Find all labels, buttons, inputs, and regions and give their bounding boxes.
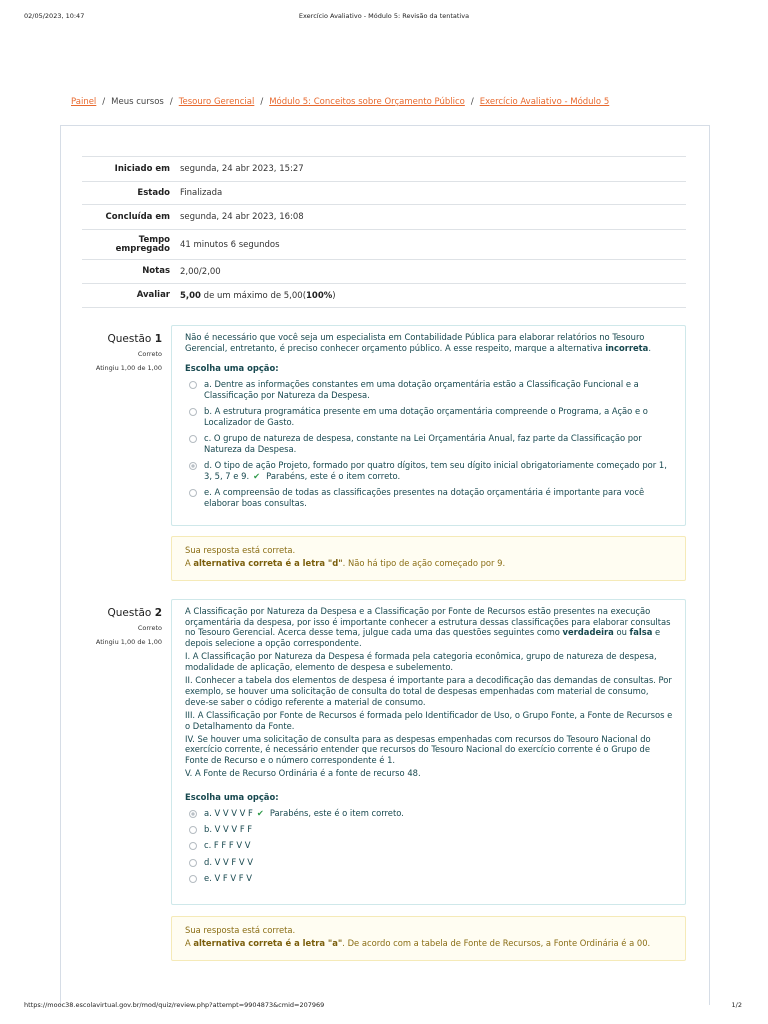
breadcrumb-meus-cursos: Meus cursos bbox=[111, 97, 164, 107]
print-url: https://mooc38.escolavirtual.gov.br/mod/quiz/review.php?attempt=9904873&cmid=207969 bbox=[24, 1001, 325, 1009]
print-page-number: 1/2 bbox=[731, 1001, 742, 1009]
summary-value: Finalizada bbox=[180, 188, 223, 198]
statement: III. A Classificação por Fonte de Recursos é formada pelo Identificador de Uso, o Grupo Fonte, a Fonte de Recursos e o Detalhamento da Fonte. bbox=[185, 709, 673, 731]
statement: V. A Fonte de Recurso Ordinária é a fonte de recurso 48. bbox=[185, 768, 421, 779]
question-2-feedback bbox=[171, 916, 686, 961]
print-datetime: 02/05/2023, 10:47 bbox=[24, 12, 85, 20]
print-title: Exercício Avaliativo - Módulo 5: Revisão da tentativa bbox=[298, 12, 470, 20]
feedback-status: Sua resposta está correta. bbox=[185, 925, 296, 935]
feedback-explanation: A alternativa correta é a letra "a". De acordo com a tabela de Fonte de Recursos, a Fonte Ordinária é a 00. bbox=[185, 937, 651, 948]
answer-option-d[interactable]: d. O tipo de ação Projeto, formado por quatro dígitos, tem seu dígito inicial obrigatoriamente começado por 1, 3, 5, 7 e 9. ✔ Parabéns, este é o item correto. bbox=[185, 460, 673, 481]
statement: I. A Classificação por Natureza da Despesa é formada pela categoria econômica, grupo de natureza de despesa, modalidade de aplicação, elemento de despesa e subelemento. bbox=[185, 651, 657, 673]
print-header bbox=[0, 12, 768, 24]
summary-row-started bbox=[82, 157, 686, 182]
question-state: Correto bbox=[137, 350, 162, 358]
question-text: A Classificação por Natureza da Despesa e a Classificação por Fonte de Recursos estão presentes na execução orçamentária da despesa, por isso é importante conhecer a estrutura dessas classificações para elaborar consultas no Tesouro Gerencial. Acerca desse tema, julgue cada uma das questões seguintes como verdadeira ou falsa e depois selecione a opção correspondente. I. A Classificação por Natureza da Despesa é formada pela categoria econômica, grupo de natureza de despesa, modalidade de aplicação, elemento de despesa e subelemento. II. Conhecer a tabela dos elementos de despesa é importante para a decodificação das demandas de consultas. Por exemplo, se houver uma solicitação de consulta do total de despesas empenhadas com material de consumo, deve-se saber o código referente a material de consumo. III. A Classificação por Fonte de Recursos é formada pelo Identificador de Uso, o Grupo Fonte, a Fonte de Recursos e o Detalhamento da Fonte. IV. Se houver uma solicitação de consulta para as despesas empenhadas com recursos do Tesouro Nacional do exercício corrente, é necessário entender que recursos do Tesouro Nacional do exercício corrente é o Grupo de Fonte de Recurso e o número correspondente é 1. V. A Fonte de Recurso Ordinária é a fonte de recurso 48. bbox=[185, 606, 673, 779]
summary-value: segunda, 24 abr 2023, 16:08 bbox=[180, 212, 304, 222]
congrats-text: Parabéns, este é o item correto. bbox=[269, 808, 404, 819]
feedback-status: Sua resposta está correta. bbox=[185, 545, 296, 555]
summary-row-marks bbox=[82, 260, 686, 284]
answer-option-e[interactable]: e. A compreensão de todas as classificações presentes na dotação orçamentária é importante para você elaborar boas consultas. bbox=[185, 487, 673, 508]
summary-value: 5,00 de um máximo de 5,00(100%) bbox=[180, 290, 336, 301]
feedback-explanation: A alternativa correta é a letra "d". Não há tipo de ação começado por 9. bbox=[185, 557, 506, 568]
question-grade: Atingiu 1,00 de 1,00 bbox=[95, 364, 162, 372]
choose-option-prompt: Escolha uma opção: bbox=[185, 363, 279, 374]
radio-icon[interactable] bbox=[189, 842, 197, 850]
radio-icon[interactable] bbox=[189, 408, 197, 416]
question-text: Não é necessário que você seja um especialista em Contabilidade Pública para elaborar relatórios no Tesouro Gerencial, entretanto, é preciso conhecer orçamento público. A esse respeito, marque a alternativa incorreta. bbox=[185, 332, 652, 353]
radio-icon[interactable] bbox=[189, 435, 197, 443]
choose-option-prompt: Escolha uma opção: bbox=[185, 792, 279, 803]
radio-icon[interactable] bbox=[189, 826, 197, 834]
question-1-feedback bbox=[171, 536, 686, 581]
question-2-info bbox=[82, 607, 162, 646]
summary-label: Notas bbox=[142, 266, 170, 276]
summary-label: Estado bbox=[137, 187, 170, 198]
question-state: Correto bbox=[137, 624, 162, 632]
question-2-content bbox=[171, 599, 686, 905]
summary-value: segunda, 24 abr 2023, 15:27 bbox=[180, 164, 304, 174]
answer-option-a[interactable]: a. V V V V F ✔ Parabéns, este é o item correto. bbox=[185, 808, 673, 819]
answer-option-b[interactable]: b. V V V F F bbox=[185, 824, 673, 835]
summary-label: Avaliar bbox=[136, 290, 170, 300]
summary-row-grade bbox=[82, 284, 686, 308]
print-footer bbox=[0, 1001, 768, 1013]
summary-value: 2,00/2,00 bbox=[180, 266, 221, 277]
breadcrumb-quiz[interactable]: Exercício Avaliativo - Módulo 5 bbox=[479, 97, 610, 107]
answer-option-e[interactable]: e. V F V F V bbox=[185, 873, 673, 884]
question-1-content bbox=[171, 325, 686, 526]
breadcrumb-separator: / bbox=[260, 97, 264, 107]
summary-row-state bbox=[82, 182, 686, 205]
radio-icon[interactable] bbox=[189, 859, 197, 867]
summary-label: Concluída em bbox=[105, 211, 170, 222]
congrats-text: Parabéns, este é o item correto. bbox=[266, 470, 401, 481]
statement: IV. Se houver uma solicitação de consulta para as despesas empenhadas com recursos do Tesouro Nacional do exercício corrente, é necessário entender que recursos do Tesouro Nacional do exercício corrente é o Grupo de Fonte de Recurso e o número correspondente é 1. bbox=[185, 733, 651, 766]
answer-option-d[interactable]: d. V V F V V bbox=[185, 857, 673, 868]
question-number: Questão 1 bbox=[107, 333, 162, 345]
breadcrumb-separator: / bbox=[169, 97, 173, 107]
radio-icon[interactable] bbox=[189, 810, 197, 818]
question-grade: Atingiu 1,00 de 1,00 bbox=[95, 638, 162, 646]
summary-row-completed bbox=[82, 205, 686, 230]
answer-option-a[interactable]: a. Dentre as informações constantes em uma dotação orçamentária estão a Classificação Funcional e a Classificação por Natureza da Despesa. bbox=[185, 379, 673, 400]
statement: II. Conhecer a tabela dos elementos de despesa é importante para a decodificação das demandas de consultas. Por exemplo, se houver uma solicitação de consulta do total de despesas empenhadas com material de consumo, deve-se saber o código referente a material de consumo. bbox=[185, 675, 672, 707]
radio-icon[interactable] bbox=[189, 875, 197, 883]
check-icon: ✔ bbox=[256, 808, 264, 819]
radio-icon[interactable] bbox=[189, 381, 197, 389]
answer-option-c[interactable]: c. O grupo de natureza de despesa, constante na Lei Orçamentária Anual, faz parte da Classificação por Natureza da Despesa. bbox=[185, 433, 673, 454]
breadcrumb-separator: / bbox=[470, 97, 474, 107]
breadcrumb-module[interactable]: Módulo 5: Conceitos sobre Orçamento Público bbox=[269, 97, 465, 107]
summary-label: Iniciado em bbox=[114, 163, 170, 174]
radio-icon[interactable] bbox=[189, 462, 197, 470]
summary-value: 41 minutos 6 segundos bbox=[180, 239, 280, 250]
summary-label: Tempo empregado bbox=[115, 234, 170, 254]
breadcrumb-course[interactable]: Tesouro Gerencial bbox=[178, 97, 255, 107]
check-icon: ✔ bbox=[253, 470, 261, 481]
breadcrumb bbox=[71, 97, 609, 107]
answer-option-c[interactable]: c. F F F V V bbox=[185, 840, 673, 851]
breadcrumb-separator: / bbox=[102, 97, 106, 107]
question-number: Questão 2 bbox=[107, 607, 162, 619]
summary-row-time bbox=[82, 230, 686, 260]
question-1-info bbox=[82, 333, 162, 372]
attempt-summary-table bbox=[82, 156, 686, 308]
breadcrumb-painel[interactable]: Painel bbox=[71, 97, 97, 107]
radio-icon[interactable] bbox=[189, 489, 197, 497]
answer-option-b[interactable]: b. A estrutura programática presente em uma dotação orçamentária compreende o Programa, a Ação e o Localizador de Gasto. bbox=[185, 406, 673, 427]
